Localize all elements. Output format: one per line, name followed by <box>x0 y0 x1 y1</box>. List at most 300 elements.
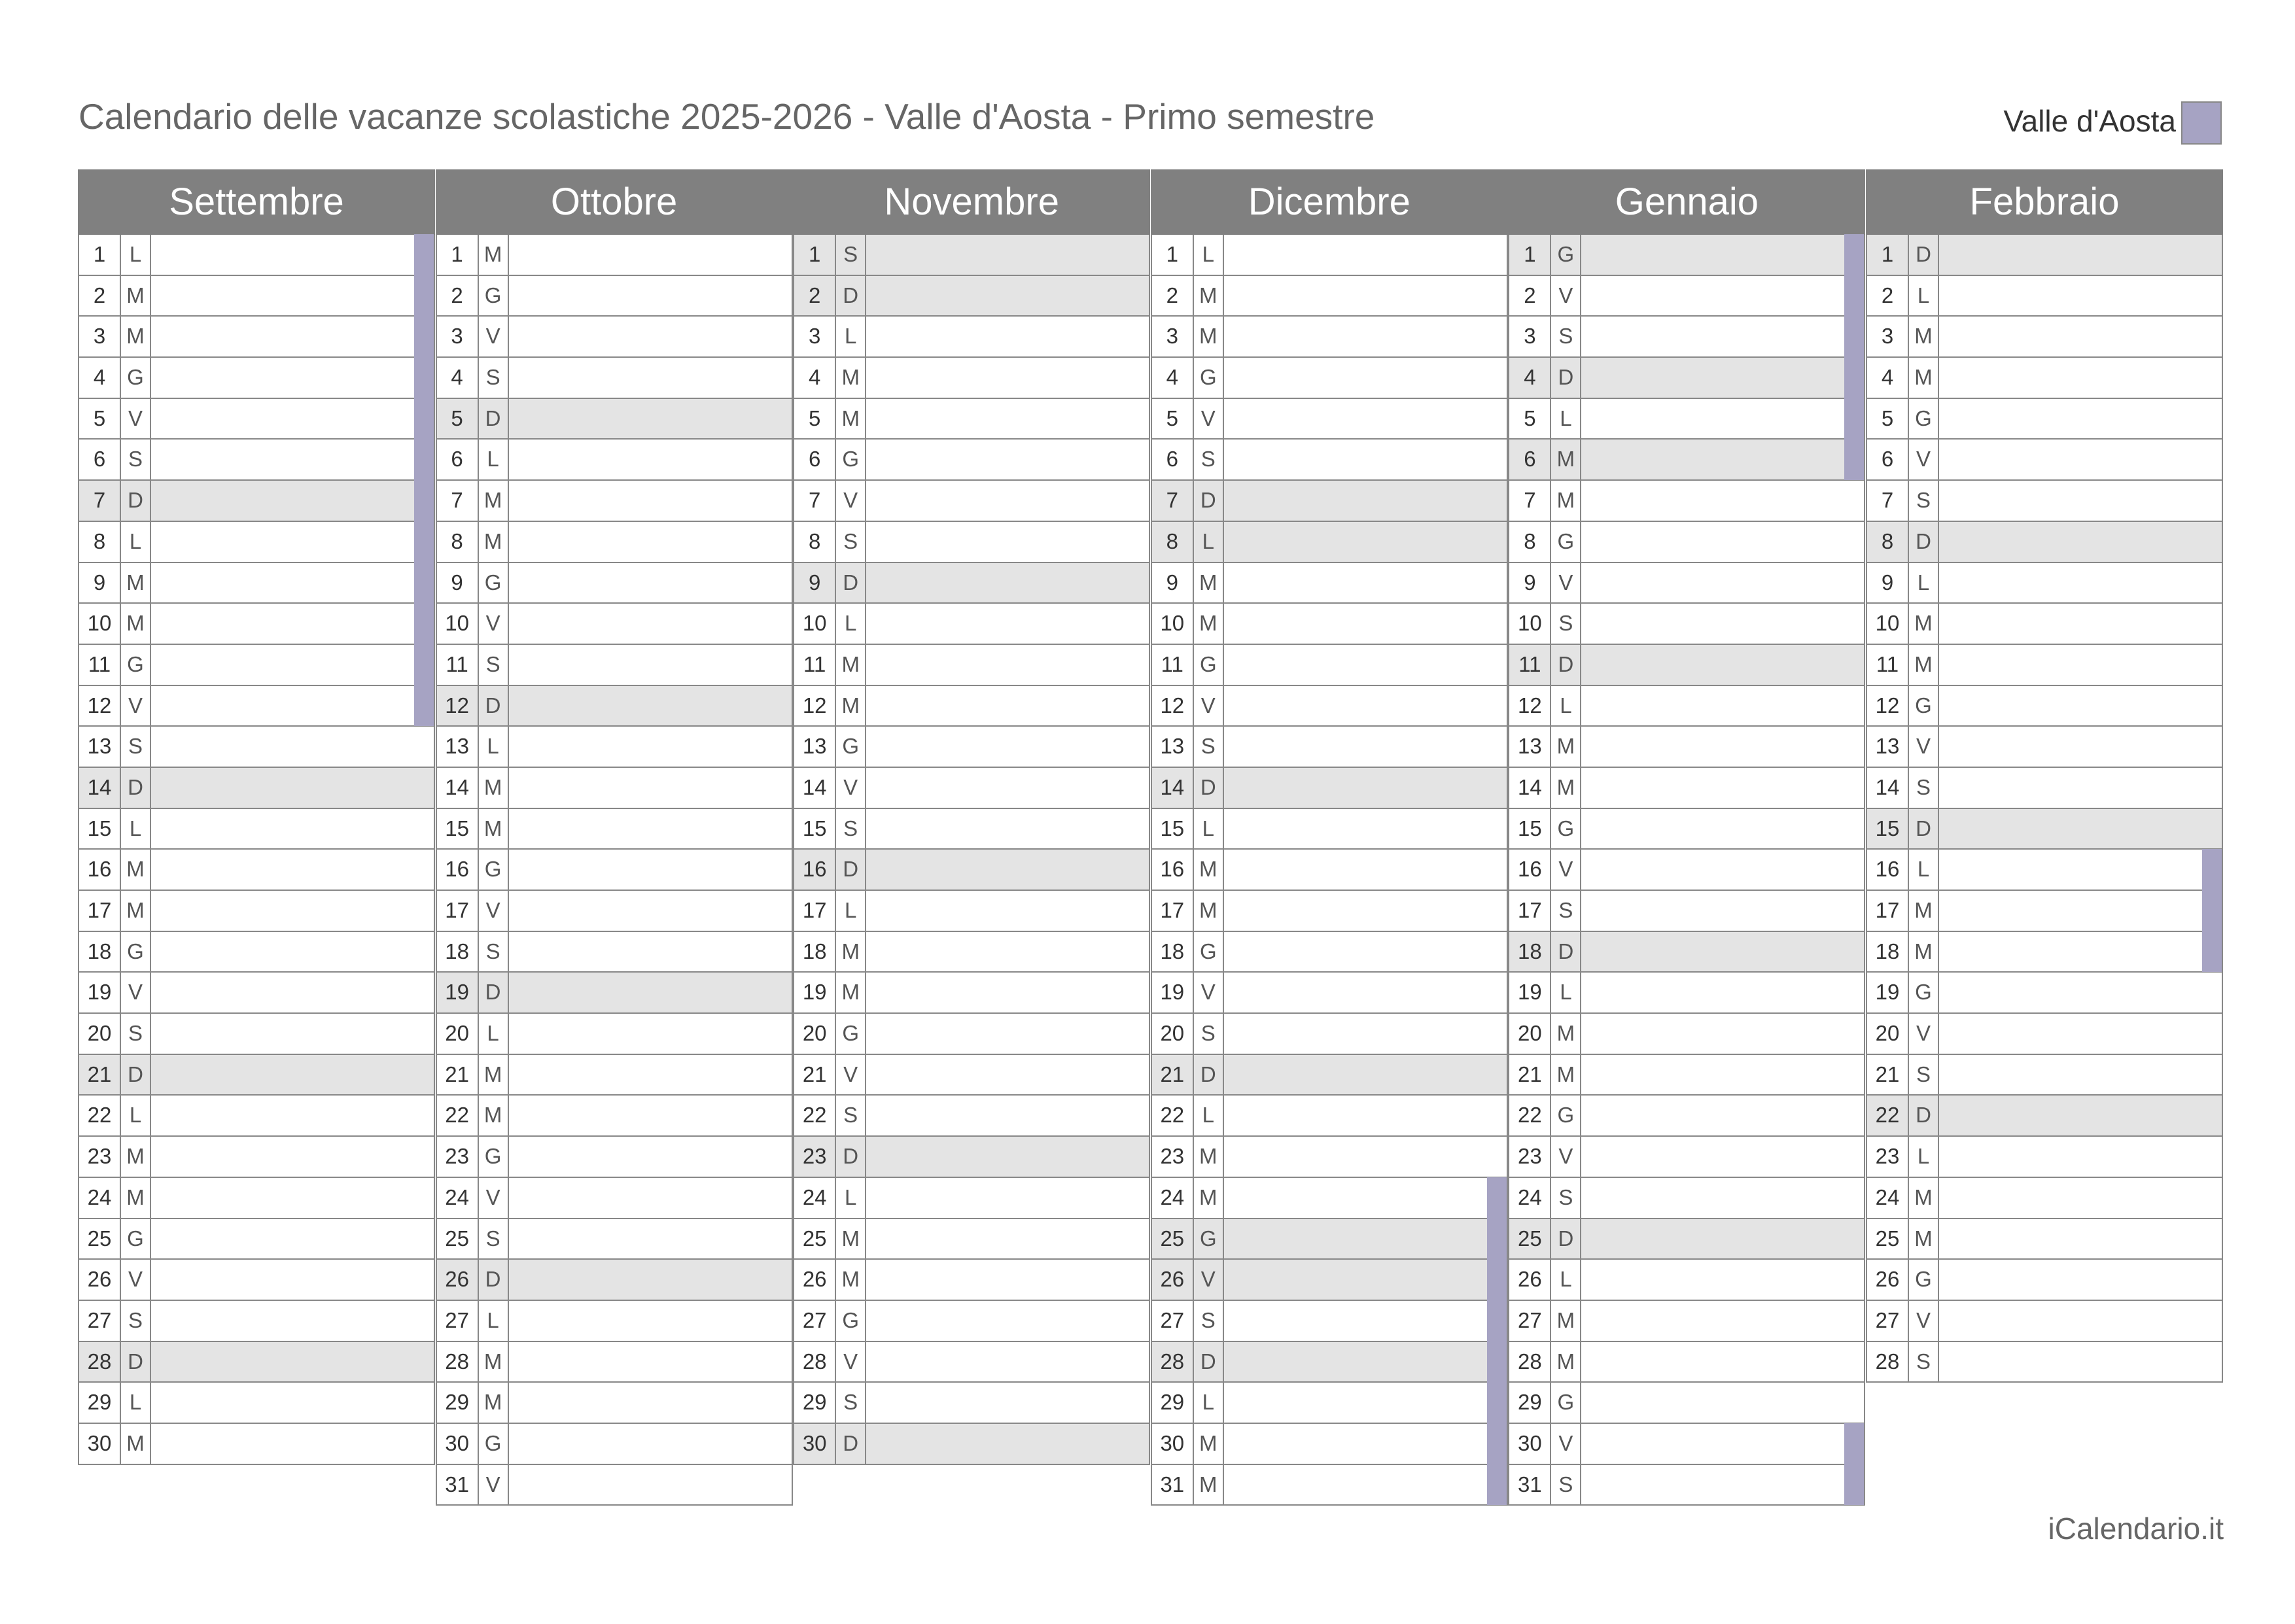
day-number: 5 <box>794 399 836 439</box>
weekday-letter: M <box>479 522 509 562</box>
day-number: 20 <box>79 1014 121 1054</box>
weekday-letter: S <box>836 235 866 275</box>
day-row <box>1867 481 2223 522</box>
day-row <box>1152 973 1508 1014</box>
weekday-letter: G <box>479 563 509 603</box>
day-number: 13 <box>1152 727 1194 767</box>
day-row <box>794 604 1150 645</box>
day-note-area <box>866 440 1149 479</box>
day-row <box>437 932 793 973</box>
day-note-area <box>1581 522 1864 562</box>
weekday-letter: D <box>1909 809 1939 849</box>
day-note-area <box>1581 645 1864 685</box>
weekday-letter: V <box>1194 686 1224 726</box>
day-row <box>794 276 1150 317</box>
weekday-letter: S <box>1551 317 1581 356</box>
weekday-letter: D <box>1551 358 1581 398</box>
day-row <box>1509 932 1865 973</box>
day-row <box>79 1219 435 1260</box>
day-row <box>79 276 435 317</box>
day-number: 4 <box>1867 358 1909 398</box>
holiday-marker <box>2202 849 2222 890</box>
day-row <box>1867 317 2223 358</box>
weekday-letter: G <box>836 1301 866 1341</box>
day-number: 6 <box>1509 440 1551 479</box>
day-number: 15 <box>79 809 121 849</box>
day-number: 26 <box>794 1260 836 1300</box>
holiday-marker <box>414 357 434 398</box>
weekday-letter: S <box>836 809 866 849</box>
day-number: 18 <box>1152 932 1194 972</box>
day-note-area <box>509 1342 792 1382</box>
day-number: 16 <box>794 850 836 890</box>
day-row <box>1152 727 1508 768</box>
day-row <box>1509 686 1865 727</box>
day-row <box>794 686 1150 727</box>
day-note-area <box>151 399 434 439</box>
day-note-area <box>1939 1260 2222 1300</box>
day-row <box>1509 727 1865 768</box>
day-note-area <box>1939 522 2222 562</box>
day-row <box>794 399 1150 440</box>
day-note-area <box>1581 440 1864 479</box>
day-row <box>1867 440 2223 481</box>
weekday-letter: V <box>1551 1424 1581 1464</box>
day-number: 7 <box>1867 481 1909 521</box>
day-number: 15 <box>1152 809 1194 849</box>
day-row <box>1867 235 2223 276</box>
weekday-letter: D <box>1194 481 1224 521</box>
holiday-marker <box>414 439 434 480</box>
weekday-letter: M <box>121 317 151 356</box>
day-row <box>437 1096 793 1137</box>
day-note-area <box>1939 276 2222 316</box>
day-note-area <box>151 1342 434 1382</box>
day-number: 26 <box>1509 1260 1551 1300</box>
day-note-area <box>1581 1260 1864 1300</box>
day-row <box>1152 1465 1508 1506</box>
day-row <box>1867 522 2223 563</box>
weekday-letter: M <box>1909 645 1939 685</box>
day-row <box>1152 809 1508 850</box>
day-row <box>437 1014 793 1055</box>
weekday-letter: S <box>479 932 509 972</box>
day-row <box>1867 1055 2223 1096</box>
day-row <box>79 1260 435 1301</box>
day-row <box>437 686 793 727</box>
day-number: 31 <box>1509 1465 1551 1505</box>
day-note-area <box>866 481 1149 521</box>
day-number: 12 <box>1152 686 1194 726</box>
day-number: 5 <box>1509 399 1551 439</box>
weekday-letter: V <box>479 1178 509 1218</box>
day-number: 19 <box>1867 973 1909 1012</box>
day-note-area <box>509 604 792 644</box>
weekday-letter: M <box>479 235 509 275</box>
day-note-area <box>1581 1219 1864 1259</box>
day-note-area <box>509 1137 792 1177</box>
day-number: 30 <box>437 1424 479 1464</box>
day-list <box>436 235 793 1506</box>
weekday-letter: V <box>1551 563 1581 603</box>
day-note-area <box>1581 1055 1864 1095</box>
holiday-marker <box>414 234 434 275</box>
day-number: 11 <box>1152 645 1194 685</box>
day-number: 8 <box>79 522 121 562</box>
day-number: 24 <box>1509 1178 1551 1218</box>
day-number: 3 <box>1867 317 1909 356</box>
day-row <box>437 1219 793 1260</box>
day-note-area <box>1224 1260 1507 1300</box>
day-number: 3 <box>79 317 121 356</box>
month-column <box>1508 169 1865 1506</box>
weekday-letter: M <box>836 645 866 685</box>
weekday-letter: M <box>1551 481 1581 521</box>
day-number: 9 <box>79 563 121 603</box>
day-note-area <box>509 973 792 1012</box>
day-note-area <box>866 645 1149 685</box>
weekday-letter: G <box>121 645 151 685</box>
day-note-area <box>1224 727 1507 767</box>
day-number: 28 <box>437 1342 479 1382</box>
day-note-area <box>1939 1301 2222 1341</box>
day-note-area <box>1581 891 1864 931</box>
day-note-area <box>151 932 434 972</box>
day-row <box>1867 399 2223 440</box>
weekday-letter: D <box>1909 1096 1939 1135</box>
day-note-area <box>1581 358 1864 398</box>
weekday-letter: V <box>1194 973 1224 1012</box>
day-row <box>1867 1219 2223 1260</box>
holiday-marker <box>1844 398 1864 440</box>
day-number: 29 <box>437 1383 479 1423</box>
month-header: Settembre <box>78 169 435 235</box>
day-number: 5 <box>437 399 479 439</box>
weekday-letter: D <box>479 973 509 1012</box>
day-row <box>1152 563 1508 604</box>
footer-brand: iCalendario.it <box>2048 1512 2224 1546</box>
day-row <box>1509 235 1865 276</box>
month-column <box>436 169 793 1506</box>
day-note-area <box>509 317 792 356</box>
day-number: 1 <box>1867 235 1909 275</box>
day-number: 22 <box>1509 1096 1551 1135</box>
day-row <box>79 1424 435 1465</box>
day-row <box>79 1342 435 1383</box>
weekday-letter: S <box>121 440 151 479</box>
day-note-area <box>1939 1055 2222 1095</box>
day-number: 8 <box>794 522 836 562</box>
weekday-letter: D <box>1909 522 1939 562</box>
day-row <box>1509 317 1865 358</box>
weekday-letter: M <box>121 1424 151 1464</box>
weekday-letter: V <box>479 604 509 644</box>
day-number: 7 <box>794 481 836 521</box>
day-note-area <box>509 891 792 931</box>
day-note-area <box>1581 727 1864 767</box>
month-column <box>1151 169 1508 1506</box>
weekday-letter: G <box>121 1219 151 1259</box>
day-number: 11 <box>794 645 836 685</box>
day-row <box>1152 932 1508 973</box>
day-note-area <box>1939 809 2222 849</box>
day-number: 22 <box>1152 1096 1194 1135</box>
day-note-area <box>866 1301 1149 1341</box>
day-number: 16 <box>437 850 479 890</box>
day-note-area <box>1224 809 1507 849</box>
weekday-letter: D <box>836 850 866 890</box>
weekday-letter: S <box>121 1301 151 1341</box>
day-row <box>1867 1014 2223 1055</box>
weekday-letter: S <box>1551 1178 1581 1218</box>
day-note-area <box>509 1260 792 1300</box>
day-number: 16 <box>1867 850 1909 890</box>
day-list <box>78 235 435 1465</box>
calendar-grid <box>78 169 2223 1510</box>
day-number: 27 <box>79 1301 121 1341</box>
weekday-letter: V <box>1909 1301 1939 1341</box>
day-row <box>1509 973 1865 1014</box>
day-number: 30 <box>79 1424 121 1464</box>
day-number: 2 <box>79 276 121 316</box>
day-note-area <box>151 1301 434 1341</box>
holiday-marker <box>1844 234 1864 275</box>
day-number: 26 <box>1152 1260 1194 1300</box>
day-note-area <box>509 727 792 767</box>
day-note-area <box>1939 1014 2222 1054</box>
day-number: 30 <box>1152 1424 1194 1464</box>
day-row <box>1509 522 1865 563</box>
day-row <box>1509 1096 1865 1137</box>
weekday-letter: S <box>1551 604 1581 644</box>
day-row <box>437 645 793 686</box>
holiday-marker <box>1487 1341 1507 1383</box>
weekday-letter: G <box>1909 1260 1939 1300</box>
day-row <box>1867 1178 2223 1219</box>
day-number: 21 <box>437 1055 479 1095</box>
day-note-area <box>866 686 1149 726</box>
weekday-letter: D <box>1194 1342 1224 1382</box>
month-column <box>1866 169 2223 1383</box>
day-list <box>1508 235 1865 1506</box>
day-number: 24 <box>794 1178 836 1218</box>
day-row <box>794 522 1150 563</box>
weekday-letter: M <box>1909 1219 1939 1259</box>
day-note-area <box>1939 399 2222 439</box>
weekday-letter: M <box>1909 932 1939 972</box>
weekday-letter: L <box>1194 1383 1224 1423</box>
day-row <box>794 481 1150 522</box>
day-number: 14 <box>794 768 836 808</box>
weekday-letter: D <box>121 1055 151 1095</box>
day-number: 16 <box>1509 850 1551 890</box>
weekday-letter: M <box>479 1055 509 1095</box>
weekday-letter: M <box>836 973 866 1012</box>
day-note-area <box>1581 1137 1864 1177</box>
day-row <box>79 973 435 1014</box>
day-row <box>1152 1342 1508 1383</box>
weekday-letter: S <box>1551 1465 1581 1505</box>
weekday-letter: D <box>836 1424 866 1464</box>
day-row <box>794 1219 1150 1260</box>
weekday-letter: V <box>479 1465 509 1505</box>
holiday-marker <box>1487 1300 1507 1341</box>
day-note-area <box>509 1096 792 1135</box>
day-note-area <box>151 1383 434 1423</box>
day-row <box>1509 1055 1865 1096</box>
day-note-area <box>1581 1465 1864 1505</box>
day-note-area <box>866 1014 1149 1054</box>
day-row <box>1509 481 1865 522</box>
holiday-marker <box>414 521 434 562</box>
day-note-area <box>866 727 1149 767</box>
weekday-letter: G <box>1194 1219 1224 1259</box>
day-note-area <box>1581 481 1864 521</box>
day-row <box>1152 1096 1508 1137</box>
day-row <box>1509 850 1865 891</box>
day-row <box>437 973 793 1014</box>
day-note-area <box>866 1178 1149 1218</box>
day-row <box>437 235 793 276</box>
day-note-area <box>866 1260 1149 1300</box>
day-number: 29 <box>1152 1383 1194 1423</box>
day-note-area <box>866 522 1149 562</box>
weekday-letter: V <box>1194 1260 1224 1300</box>
day-note-area <box>1581 317 1864 356</box>
day-row <box>1152 481 1508 522</box>
day-note-area <box>151 727 434 767</box>
day-note-area <box>1224 932 1507 972</box>
day-row <box>437 1260 793 1301</box>
weekday-letter: L <box>836 891 866 931</box>
day-number: 15 <box>437 809 479 849</box>
day-number: 19 <box>1509 973 1551 1012</box>
holiday-marker <box>414 480 434 521</box>
day-number: 18 <box>437 932 479 972</box>
day-row <box>794 932 1150 973</box>
weekday-letter: M <box>836 358 866 398</box>
day-number: 10 <box>1509 604 1551 644</box>
day-note-area <box>151 481 434 521</box>
day-note-area <box>1939 645 2222 685</box>
weekday-letter: V <box>479 317 509 356</box>
day-note-area <box>1581 850 1864 890</box>
day-note-area <box>509 1465 792 1505</box>
weekday-letter: G <box>1551 1096 1581 1135</box>
day-note-area <box>1939 317 2222 356</box>
weekday-letter: S <box>1194 440 1224 479</box>
holiday-marker <box>414 685 434 727</box>
day-row <box>437 1055 793 1096</box>
day-number: 15 <box>1867 809 1909 849</box>
weekday-letter: L <box>1194 522 1224 562</box>
day-note-area <box>151 522 434 562</box>
day-number: 14 <box>1152 768 1194 808</box>
day-number: 24 <box>79 1178 121 1218</box>
day-list <box>793 235 1150 1465</box>
day-number: 2 <box>1152 276 1194 316</box>
day-row <box>1867 727 2223 768</box>
day-number: 15 <box>1509 809 1551 849</box>
day-number: 4 <box>1509 358 1551 398</box>
day-row <box>794 1383 1150 1424</box>
weekday-letter: G <box>479 850 509 890</box>
day-number: 13 <box>1867 727 1909 767</box>
day-row <box>1152 850 1508 891</box>
weekday-letter: D <box>1551 1219 1581 1259</box>
day-number: 6 <box>79 440 121 479</box>
weekday-letter: M <box>479 809 509 849</box>
day-number: 21 <box>1509 1055 1551 1095</box>
weekday-letter: V <box>121 399 151 439</box>
day-number: 26 <box>437 1260 479 1300</box>
weekday-letter: S <box>1194 727 1224 767</box>
day-note-area <box>1224 1014 1507 1054</box>
day-note-area <box>509 1383 792 1423</box>
day-number: 30 <box>1509 1424 1551 1464</box>
weekday-letter: M <box>1194 891 1224 931</box>
day-number: 24 <box>437 1178 479 1218</box>
weekday-letter: G <box>1551 235 1581 275</box>
day-row <box>437 1301 793 1342</box>
day-note-area <box>1939 1096 2222 1135</box>
day-number: 12 <box>79 686 121 726</box>
day-note-area <box>1581 1342 1864 1382</box>
day-note-area <box>1224 973 1507 1012</box>
weekday-letter: M <box>1551 1342 1581 1382</box>
weekday-letter: M <box>1194 850 1224 890</box>
day-row <box>1867 358 2223 399</box>
day-row <box>1152 1219 1508 1260</box>
weekday-letter: L <box>1909 850 1939 890</box>
day-row <box>794 358 1150 399</box>
day-note-area <box>1224 1301 1507 1341</box>
day-number: 29 <box>1509 1383 1551 1423</box>
day-number: 29 <box>79 1383 121 1423</box>
day-number: 21 <box>1152 1055 1194 1095</box>
weekday-letter: D <box>836 276 866 316</box>
day-number: 11 <box>437 645 479 685</box>
day-row <box>437 317 793 358</box>
day-note-area <box>1224 1465 1507 1505</box>
weekday-letter: M <box>1194 1424 1224 1464</box>
day-row <box>1152 1014 1508 1055</box>
weekday-letter: G <box>1909 973 1939 1012</box>
day-note-area <box>866 1383 1149 1423</box>
weekday-letter: L <box>1194 1096 1224 1135</box>
weekday-letter: L <box>479 440 509 479</box>
day-note-area <box>1224 1424 1507 1464</box>
weekday-letter: M <box>1194 1178 1224 1218</box>
day-number: 13 <box>794 727 836 767</box>
day-note-area <box>509 809 792 849</box>
day-row <box>1152 358 1508 399</box>
weekday-letter: M <box>1551 727 1581 767</box>
day-number: 12 <box>794 686 836 726</box>
holiday-marker <box>1844 1423 1864 1464</box>
day-row <box>1509 1301 1865 1342</box>
day-row <box>794 440 1150 481</box>
weekday-letter: D <box>1194 768 1224 808</box>
day-note-area <box>509 481 792 521</box>
month-header: Gennaio <box>1508 169 1865 235</box>
day-number: 1 <box>79 235 121 275</box>
day-row <box>1867 604 2223 645</box>
day-number: 28 <box>1152 1342 1194 1382</box>
day-number: 29 <box>794 1383 836 1423</box>
day-number: 10 <box>794 604 836 644</box>
day-number: 1 <box>794 235 836 275</box>
